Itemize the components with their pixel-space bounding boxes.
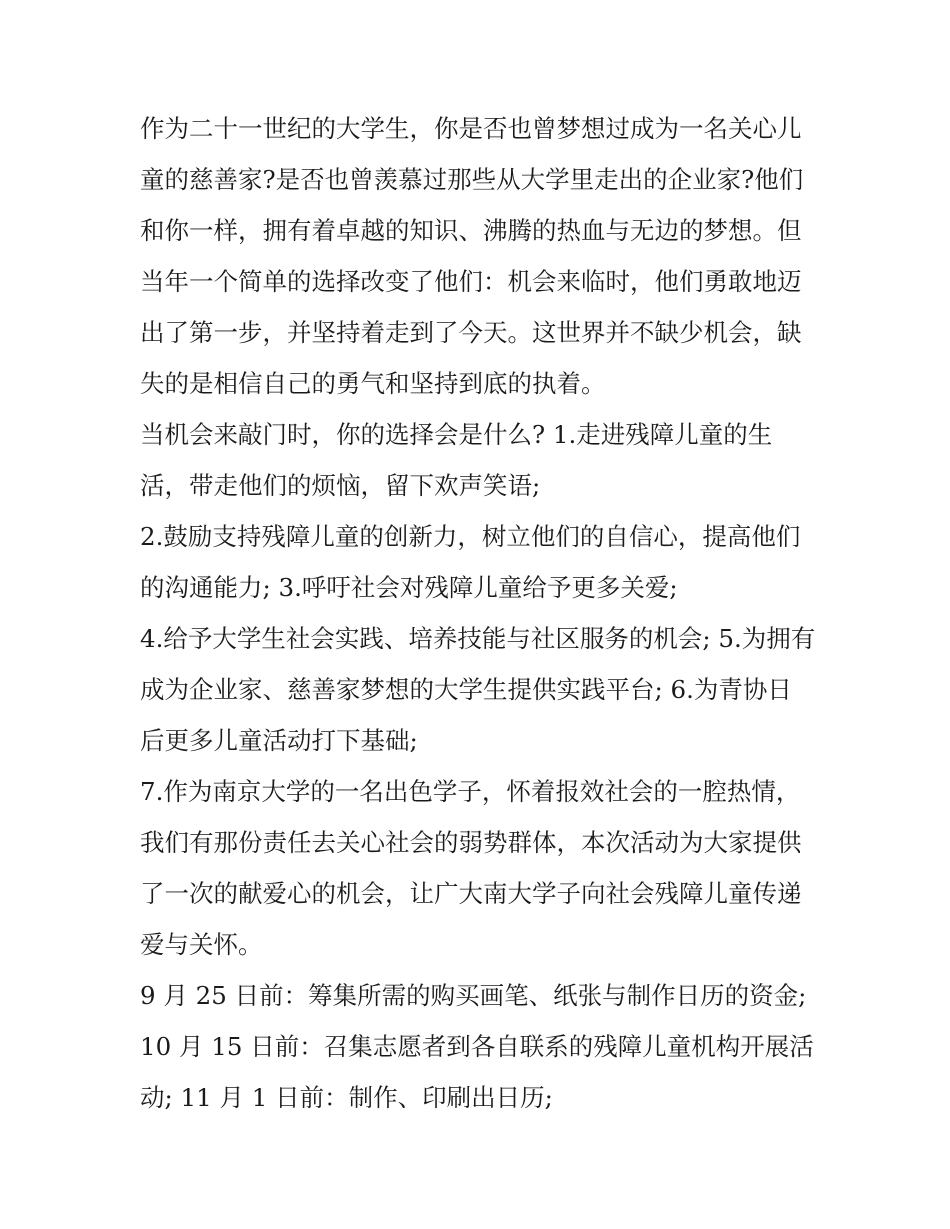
paragraph-intro: 作为二十一世纪的大学生，你是否也曾梦想过成为一名关心儿童的慈善家?是否也曾羡慕过那些从大学里走出的企业家?他们和你一样，拥有着卓越的知识、沸腾的热血与无边的梦想。但当年一个简单的选择改变了他们：机会来临时，他们勇敢地迈出了第一步，并坚持着走到了今天。这世界并不缺少机会，缺失的是相信自己的勇气和坚持到底的执着。: [140, 114, 804, 398]
paragraph-schedule-oct-nov: 10 月 15 日前：召集志愿者到各自联系的残障儿童机构开展活动; 11 月 1 日前：制作、印刷出日历;: [140, 1032, 814, 1112]
paragraph-item-7: 7.作为南京大学的一名出色学子，怀着报效社会的一腔热情，我们有那份责任去关心社会的弱势群体，本次活动为大家提供了一次的献爱心的机会，让广大南大学子向社会残障儿童传递爱与关怀。: [140, 777, 802, 959]
paragraph-schedule-sep: 9 月 25 日前：筹集所需的购买画笔、纸张与制作日历的资金;: [140, 981, 807, 1010]
document-body: [140, 103, 816, 1123]
paragraph-choice: 当机会来敲门时，你的选择会是什么? 1.走进残障儿童的生活，带走他们的烦恼，留下欢声笑语;: [140, 420, 773, 500]
paragraph-item-4-6: 4.给予大学生社会实践、培养技能与社区服务的机会; 5.为拥有成为企业家、慈善家梦想的大学生提供实践平台; 6.为青协日后更多儿童活动打下基础;: [140, 624, 816, 755]
paragraph-item-2-3: 2.鼓励支持残障儿童的创新力，树立他们的自信心，提高他们的沟通能力; 3.呼吁社会对残障儿童给予更多关爱;: [140, 522, 801, 602]
